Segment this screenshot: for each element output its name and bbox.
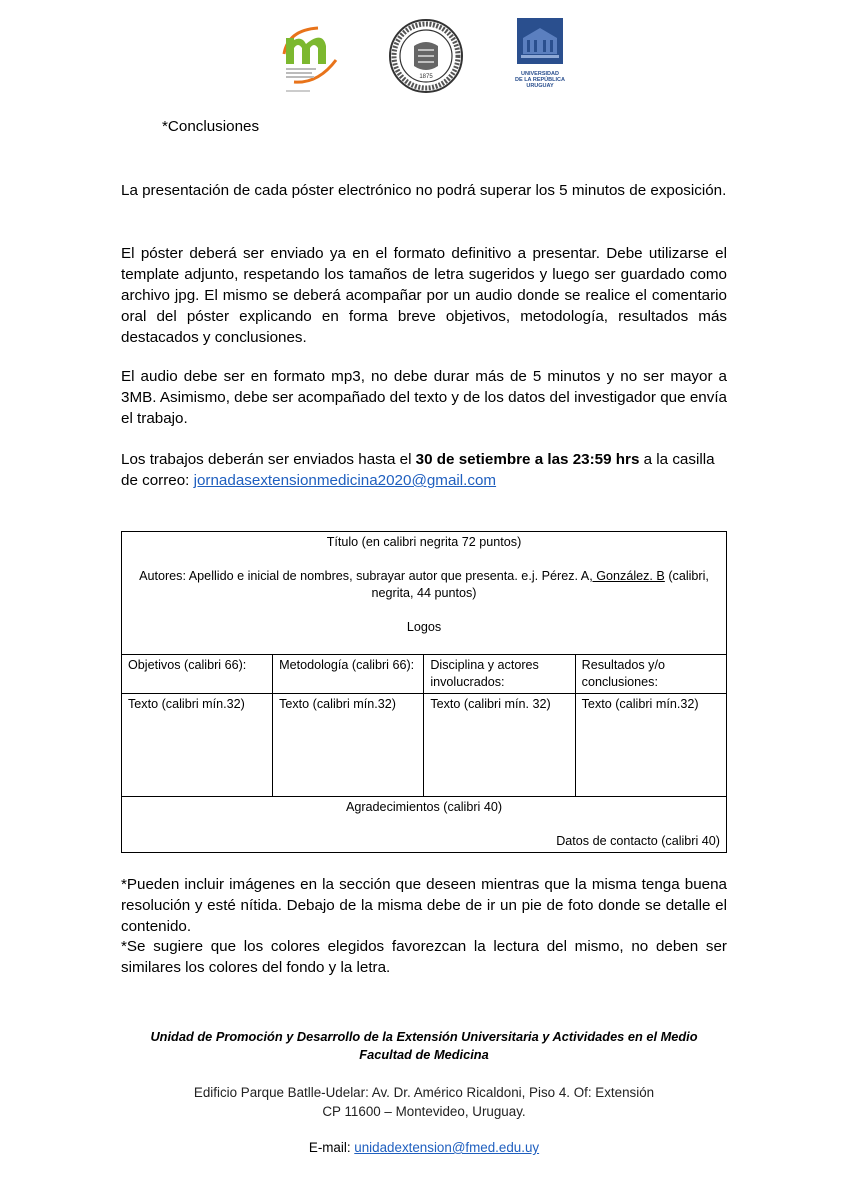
poster-logos-spec: Logos — [406, 620, 442, 634]
unit-email-link[interactable]: unidadextension@fmed.edu.uy — [354, 1140, 540, 1155]
poster-header-cell — [122, 532, 727, 655]
cell-disciplina: Texto (calibri mín. 32) — [424, 694, 575, 797]
submission-email-link[interactable]: jornadasextensionmedicina2020@gmail.com — [193, 472, 497, 489]
udelar-line-1: UNIVERSIDAD — [521, 71, 559, 77]
paragraph-format: El póster deberá ser enviado ya en el formato definitivo a presentar. Debe utilizarse el template adjunto, respetando los tamaños de letra sugeridos y luego ser guardado como archivo jpg. El mismo se deberá acompañar por un audio donde se realice el comentario oral del póster explicando en forma breve objetivos, metodología, resultados más destacados y conclusiones. — [121, 245, 727, 346]
cell-objetivos: Texto (calibri mín.32) — [122, 694, 273, 797]
footer-unit — [121, 1028, 727, 1064]
header-logos — [0, 18, 848, 98]
poster-template-table — [121, 531, 727, 853]
seal-year: 1875 — [419, 74, 433, 80]
paragraph-deadline — [121, 449, 727, 491]
address-line-1: Edificio Parque Batlle-Udelar: Av. Dr. Américo Ricaldoni, Piso 4. Of: Extensión — [193, 1085, 655, 1100]
paragraph-duration: La presentación de cada póster electrónico no podrá superar los 5 minutos de exposición. — [121, 182, 727, 199]
authors-font-spec: (calibri, negrita, 44 puntos) — [371, 569, 709, 600]
authors-underlined: , González. B — [589, 569, 665, 583]
authors-text: Autores: Apellido e inicial de nombres, subrayar autor que presenta. e.j. Pérez. A — [139, 569, 590, 583]
header-metodologia: Metodología (calibri 66): — [273, 655, 424, 694]
footer-faculty: Facultad de Medicina — [359, 1047, 489, 1062]
email-label: E-mail: — [308, 1140, 355, 1155]
address-line-2: CP 11600 – Montevideo, Uruguay. — [322, 1104, 526, 1119]
udelar-building-icon — [517, 18, 563, 64]
deadline-text-pre: Los trabajos deberán ser enviados hasta el — [121, 451, 416, 468]
paragraph-audio: El audio debe ser en formato mp3, no debe durar más de 5 minutos y no ser mayor a 3MB. Asimismo, debe ser acompañado del texto y de los datos del investigador que envía el trabajo. — [121, 368, 727, 427]
deadline-date: 30 de setiembre a las 23:59 hrs — [415, 451, 640, 468]
contact-spec: Datos de contacto (calibri 40) — [556, 834, 720, 848]
footer-address — [121, 1083, 727, 1121]
poster-authors-spec — [128, 568, 720, 602]
note-colors: *Se sugiere que los colores elegidos favorezcan la lectura del mismo, no deben ser similares los colores del fondo y la letra. — [121, 938, 727, 976]
deadline-text-post: a la casilla de correo: — [121, 451, 715, 489]
udelar-logo — [510, 18, 570, 94]
footer-unit-name: Unidad de Promoción y Desarrollo de la Extensión Universitaria y Actividades en el Medio — [150, 1029, 698, 1044]
note-images: *Pueden incluir imágenes en la sección que deseen mientras que la misma tenga buena resolución y esté nítida. Debajo de la misma debe de ir un pie de foto donde se detalle el contenido. — [121, 876, 727, 935]
footer-email — [121, 1140, 727, 1155]
header-disciplina: Disciplina y actores involucrados: — [424, 655, 575, 694]
cell-resultados: Texto (calibri mín.32) — [575, 694, 726, 797]
udelar-line-3: URUGUAY — [526, 83, 554, 89]
facultad-medicina-seal — [388, 18, 464, 94]
section-heading: *Conclusiones — [162, 118, 260, 135]
cell-metodologia: Texto (calibri mín.32) — [273, 694, 424, 797]
poster-title-spec: Título (en calibri negrita 72 puntos) — [326, 535, 522, 549]
udelar-line-2: DE LA REPÚBLICA — [515, 77, 565, 83]
acknowledgements-spec: Agradecimientos (calibri 40) — [345, 800, 503, 814]
header-objetivos: Objetivos (calibri 66): — [122, 655, 273, 694]
extension-medio-logo — [278, 24, 342, 96]
header-resultados: Resultados y/o conclusiones: — [575, 655, 726, 694]
poster-footer-cell — [122, 797, 727, 853]
